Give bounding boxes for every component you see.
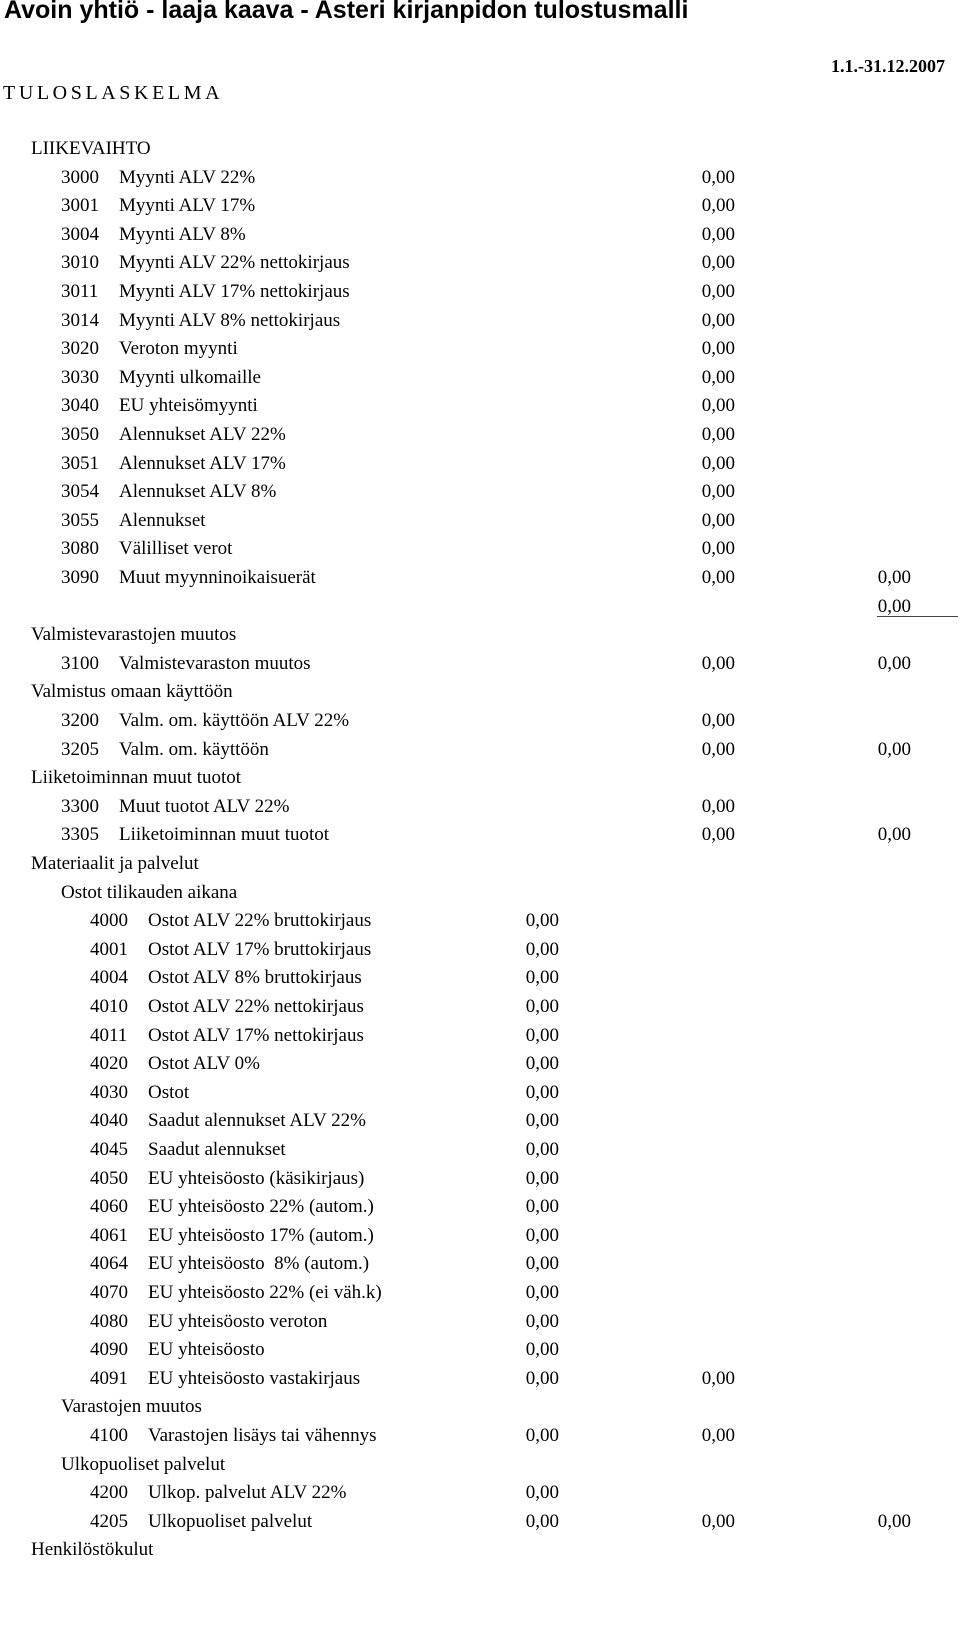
account-row <box>0 1023 960 1049</box>
amount-c3: 0,00 <box>877 652 911 674</box>
amount-c1: 0,00 <box>525 1167 559 1189</box>
account-row <box>0 1137 960 1163</box>
account-name: Veroton myynti <box>119 338 238 360</box>
account-row <box>0 1223 960 1249</box>
account-code: 4070 <box>90 1282 128 1303</box>
section-heading <box>0 679 960 705</box>
account-code: 4040 <box>90 1110 128 1132</box>
account-row <box>0 1337 960 1363</box>
account-code: 3001 <box>61 195 99 217</box>
amount-c2: 0,00 <box>701 395 735 417</box>
document-title: Avoin yhtiö - laaja kaava - Asteri kirjanpidon tulostusmalli <box>4 0 689 24</box>
account-name: Myynti ALV 22% <box>119 166 256 188</box>
section-label: LIIKEVAIHTO <box>31 138 151 159</box>
amount-c1: 0,00 <box>525 1425 559 1446</box>
account-row <box>0 965 960 991</box>
account-name: Ostot ALV 8% bruttokirjaus <box>148 967 362 989</box>
account-name: EU yhteisöosto 8% (autom.) <box>148 1253 370 1275</box>
section-heading <box>0 1537 960 1563</box>
account-code: 4001 <box>90 938 128 960</box>
account-row <box>0 794 960 820</box>
account-row <box>0 250 960 276</box>
account-row <box>0 708 960 734</box>
account-row <box>0 1480 960 1506</box>
amount-c1: 0,00 <box>525 1139 559 1160</box>
amount-c2: 0,00 <box>701 1510 735 1532</box>
account-code: 4011 <box>90 1024 128 1046</box>
amount-c2: 0,00 <box>701 366 735 388</box>
account-row <box>0 1509 960 1535</box>
account-name: Valm. om. käyttöön <box>119 738 269 760</box>
account-name: EU yhteisöosto 22% (autom.) <box>148 1196 374 1218</box>
amount-c2: 0,00 <box>701 309 735 331</box>
amount-c2: 0,00 <box>701 481 735 503</box>
amount-c2: 0,00 <box>701 710 735 731</box>
amount-c1: 0,00 <box>525 1253 559 1275</box>
account-row <box>0 279 960 305</box>
account-row <box>0 479 960 505</box>
account-code: 4020 <box>90 1053 128 1075</box>
account-row <box>0 222 960 248</box>
amount-c1: 0,00 <box>525 1282 559 1303</box>
account-name: Saadut alennukset <box>148 1139 286 1160</box>
section-label: Valmistus omaan käyttöön <box>31 681 233 703</box>
account-code: 3055 <box>61 509 99 531</box>
account-code: 3050 <box>61 424 99 445</box>
account-row <box>0 565 960 591</box>
amount-c2: 0,00 <box>701 652 735 674</box>
account-row <box>0 308 960 334</box>
account-row <box>0 1423 960 1449</box>
section-label: Varastojen muutos <box>61 1396 202 1418</box>
account-row <box>0 994 960 1020</box>
amount-c2: 0,00 <box>701 195 735 217</box>
account-name: Varastojen lisäys tai vähennys <box>148 1425 377 1446</box>
account-name: Ostot ALV 22% nettokirjaus <box>148 996 364 1017</box>
account-row <box>0 908 960 934</box>
account-row <box>0 1309 960 1335</box>
account-name: Ostot ALV 17% nettokirjaus <box>148 1024 364 1046</box>
account-name: EU yhteisömyynti <box>119 395 258 417</box>
account-name: Valmistevaraston muutos <box>119 652 311 674</box>
account-row <box>0 165 960 191</box>
account-code: 3010 <box>61 252 99 274</box>
section-label: Ostot tilikauden aikana <box>61 881 238 903</box>
account-name: Myynti ulkomaille <box>119 366 261 388</box>
account-row <box>0 822 960 848</box>
amount-c3: 0,00 <box>877 824 911 846</box>
amount-c3: 0,00 <box>877 595 911 617</box>
report-heading: TULOSLASKELMA <box>3 82 224 104</box>
account-code: 3051 <box>61 452 99 474</box>
section-label: Valmistevarastojen muutos <box>31 624 237 646</box>
account-code: 4090 <box>90 1339 128 1361</box>
account-code: 3205 <box>61 738 99 760</box>
amount-c2: 0,00 <box>701 567 735 588</box>
account-code: 3020 <box>61 338 99 360</box>
account-code: 4091 <box>90 1367 128 1389</box>
account-name: EU yhteisöosto 17% (autom.) <box>148 1224 374 1246</box>
account-name: Myynti ALV 17% <box>119 195 256 217</box>
amount-c3: 0,00 <box>877 1510 911 1532</box>
account-code: 4205 <box>90 1510 128 1532</box>
amount-c2: 0,00 <box>701 281 735 302</box>
account-code: 3054 <box>61 481 99 503</box>
report-period: 1.1.-31.12.2007 <box>831 56 945 76</box>
account-name: EU yhteisöosto 22% (ei väh.k) <box>148 1282 382 1303</box>
amount-c3: 0,00 <box>877 567 911 588</box>
section-label: Materiaalit ja palvelut <box>31 853 199 874</box>
section-heading <box>0 880 960 906</box>
account-code: 3200 <box>61 710 99 731</box>
account-code: 3014 <box>61 309 99 331</box>
amount-c2: 0,00 <box>701 166 735 188</box>
account-code: 3040 <box>61 395 99 417</box>
account-row <box>0 1051 960 1077</box>
amount-c1: 0,00 <box>525 996 559 1017</box>
account-name: Myynti ALV 22% nettokirjaus <box>119 252 350 274</box>
account-name: Ostot <box>148 1081 190 1103</box>
amount-c1: 0,00 <box>525 1196 559 1218</box>
account-name: Alennukset ALV 22% <box>119 424 286 445</box>
account-code: 4010 <box>90 996 128 1017</box>
account-name: Alennukset ALV 17% <box>119 452 286 474</box>
account-name: Ostot ALV 0% <box>148 1053 260 1075</box>
account-name: Muut myynninoikaisuerät <box>119 567 316 588</box>
account-name: Myynti ALV 17% nettokirjaus <box>119 281 350 302</box>
account-name: Välilliset verot <box>119 538 233 560</box>
section-heading <box>0 765 960 791</box>
account-name: EU yhteisöosto vastakirjaus <box>148 1367 361 1389</box>
account-code: 3030 <box>61 366 99 388</box>
account-code: 4060 <box>90 1196 128 1218</box>
account-row <box>0 1194 960 1220</box>
account-code: 4000 <box>90 910 128 932</box>
section-label: Henkilöstökulut <box>31 1539 154 1561</box>
account-row <box>0 1108 960 1134</box>
amount-c1: 0,00 <box>525 1224 559 1246</box>
amount-c2: 0,00 <box>701 538 735 560</box>
account-name: Alennukset <box>119 509 206 531</box>
amount-c2: 0,00 <box>701 738 735 760</box>
account-code: 4100 <box>90 1425 128 1446</box>
amount-c1: 0,00 <box>525 1482 559 1504</box>
amount-c1: 0,00 <box>525 910 559 932</box>
account-name: EU yhteisöosto <box>148 1339 265 1361</box>
account-code: 4080 <box>90 1310 128 1332</box>
account-row <box>0 1366 960 1392</box>
amount-c2: 0,00 <box>701 252 735 274</box>
account-name: EU yhteisöosto veroton <box>148 1310 328 1332</box>
account-row <box>0 336 960 362</box>
account-name: Saadut alennukset ALV 22% <box>148 1110 366 1132</box>
account-name: Liiketoiminnan muut tuotot <box>119 824 330 846</box>
account-code: 4064 <box>90 1253 128 1275</box>
section-heading <box>0 851 960 877</box>
account-name: Ostot ALV 17% bruttokirjaus <box>148 938 372 960</box>
account-code: 3000 <box>61 166 99 188</box>
amount-c2: 0,00 <box>701 1425 735 1446</box>
amount-c1: 0,00 <box>525 1510 559 1532</box>
account-name: Muut tuotot ALV 22% <box>119 795 290 817</box>
section-heading <box>0 136 960 162</box>
amount-c2: 0,00 <box>701 1367 735 1389</box>
amount-c2: 0,00 <box>701 795 735 817</box>
total-row <box>0 594 960 620</box>
account-row <box>0 651 960 677</box>
account-row <box>0 365 960 391</box>
section-heading <box>0 622 960 648</box>
account-code: 4200 <box>90 1482 128 1504</box>
section-label: Liiketoiminnan muut tuotot <box>31 767 242 789</box>
amount-c1: 0,00 <box>525 1310 559 1332</box>
account-name: Myynti ALV 8% nettokirjaus <box>119 309 341 331</box>
account-name: EU yhteisöosto (käsikirjaus) <box>148 1167 365 1189</box>
account-name: Valm. om. käyttöön ALV 22% <box>119 710 350 731</box>
account-code: 4004 <box>90 967 128 989</box>
section-label: Ulkopuoliset palvelut <box>61 1453 226 1475</box>
amount-c1: 0,00 <box>525 1110 559 1132</box>
account-row <box>0 393 960 419</box>
account-row <box>0 1280 960 1306</box>
amount-c1: 0,00 <box>525 1339 559 1361</box>
amount-c2: 0,00 <box>701 338 735 360</box>
amount-c1: 0,00 <box>525 1081 559 1103</box>
section-heading <box>0 1452 960 1478</box>
account-row <box>0 422 960 448</box>
account-code: 4030 <box>90 1081 128 1103</box>
account-name: Ostot ALV 22% bruttokirjaus <box>148 910 372 932</box>
amount-c2: 0,00 <box>701 824 735 846</box>
account-name: Ulkop. palvelut ALV 22% <box>148 1482 347 1504</box>
account-code: 4061 <box>90 1224 128 1246</box>
account-name: Alennukset ALV 8% <box>119 481 277 503</box>
account-code: 4050 <box>90 1167 128 1189</box>
account-row <box>0 1080 960 1106</box>
amount-c1: 0,00 <box>525 967 559 989</box>
account-name: Ulkopuoliset palvelut <box>148 1510 313 1532</box>
account-code: 3080 <box>61 538 99 560</box>
amount-c3: 0,00 <box>877 738 911 760</box>
account-code: 4045 <box>90 1139 128 1160</box>
amount-c1: 0,00 <box>525 1024 559 1046</box>
account-code: 3305 <box>61 824 99 846</box>
amount-c1: 0,00 <box>525 938 559 960</box>
account-code: 3300 <box>61 795 99 817</box>
account-code: 3004 <box>61 223 99 245</box>
account-row <box>0 737 960 763</box>
amount-c2: 0,00 <box>701 424 735 445</box>
section-heading <box>0 1394 960 1420</box>
account-row <box>0 508 960 534</box>
account-row <box>0 451 960 477</box>
amount-c2: 0,00 <box>701 452 735 474</box>
account-code: 3090 <box>61 567 99 588</box>
amount-c2: 0,00 <box>701 509 735 531</box>
account-row <box>0 1251 960 1277</box>
account-row <box>0 937 960 963</box>
account-row <box>0 193 960 219</box>
amount-c1: 0,00 <box>525 1053 559 1075</box>
account-code: 3100 <box>61 652 99 674</box>
account-row <box>0 1166 960 1192</box>
account-name: Myynti ALV 8% <box>119 223 246 245</box>
amount-c2: 0,00 <box>701 223 735 245</box>
amount-c1: 0,00 <box>525 1367 559 1389</box>
account-code: 3011 <box>61 281 99 302</box>
account-row <box>0 536 960 562</box>
